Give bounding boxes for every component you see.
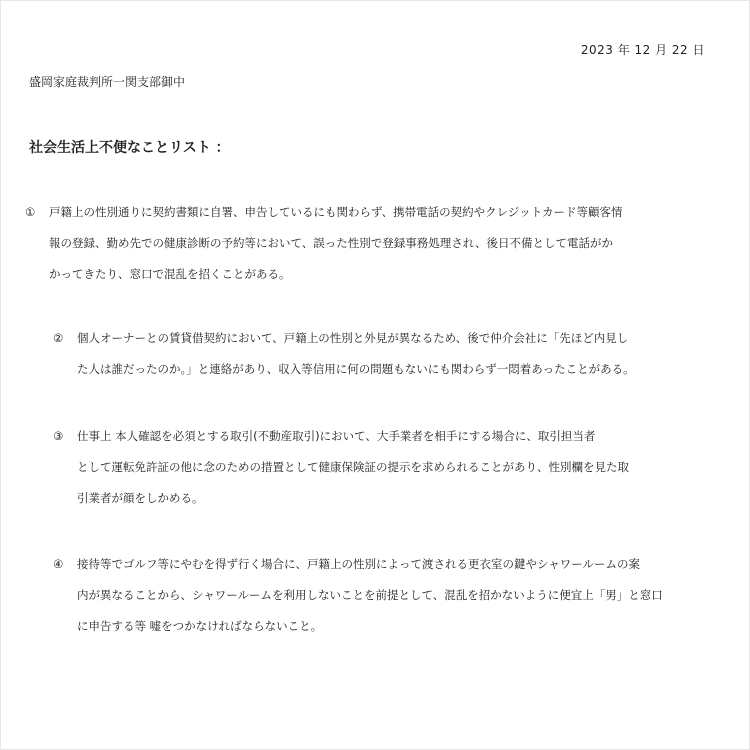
- item-text-line: 報の登録、勤め先での健康診断の予約等において、誤った性別で登録事務処理され、後日不備として電話がか: [49, 236, 613, 250]
- list-item: [53, 421, 713, 514]
- document-title: 社会生活上不便なことリスト ：: [29, 140, 230, 156]
- list-item: [25, 197, 715, 290]
- item-number: ③: [53, 429, 64, 443]
- item-text-line: 仕事上 本人確認を必須とする取引(不動産取引)において、大手業者を相手にする場合に、取引担当者: [77, 429, 596, 443]
- item-text: [77, 549, 713, 642]
- item-number: ①: [25, 205, 36, 219]
- item-text-line: 個人オーナーとの賃貸借契約において、戸籍上の性別と外見が異なるため、後で仲介会社に「先ほど内見し: [77, 331, 629, 345]
- addressee: 盛岡家庭裁判所一関支部御中: [29, 75, 186, 89]
- item-number: ②: [53, 331, 64, 345]
- item-number: ④: [53, 557, 64, 571]
- item-text-line: 内が異なることから、シャワールームを利用しないことを前提として、混乱を招かないように便宜上「男」と窓口: [77, 588, 663, 602]
- list-item: [53, 549, 713, 642]
- item-text: [77, 421, 713, 514]
- item-text-line: 引業者が顔をしかめる。: [77, 491, 204, 505]
- item-text: [77, 323, 713, 385]
- list-item: [53, 323, 713, 385]
- item-text-line: 戸籍上の性別通りに契約書類に自署、申告しているにも関わらず、携帯電話の契約やクレジットカード等顧客情: [49, 205, 623, 219]
- item-text-line: に申告する等 嘘をつかなければならないこと。: [77, 619, 323, 633]
- item-text-line: かってきたり、窓口で混乱を招くことがある。: [49, 267, 291, 281]
- item-text-line: た人は誰だったのか。」と連絡があり、収入等信用に何の問題もないにも関わらず一悶着あったことがある。: [77, 362, 635, 376]
- document-date: 2023 年 12 月 22 日: [580, 43, 705, 57]
- item-text: [49, 197, 715, 290]
- item-text-line: 接待等でゴルフ等にやむを得ず行く場合に、戸籍上の性別によって渡される更衣室の鍵やシャワールームの案: [77, 557, 641, 571]
- item-text-line: として運転免許証の他に念のための措置として健康保険証の提示を求められることがあり、性別欄を見た取: [77, 460, 629, 474]
